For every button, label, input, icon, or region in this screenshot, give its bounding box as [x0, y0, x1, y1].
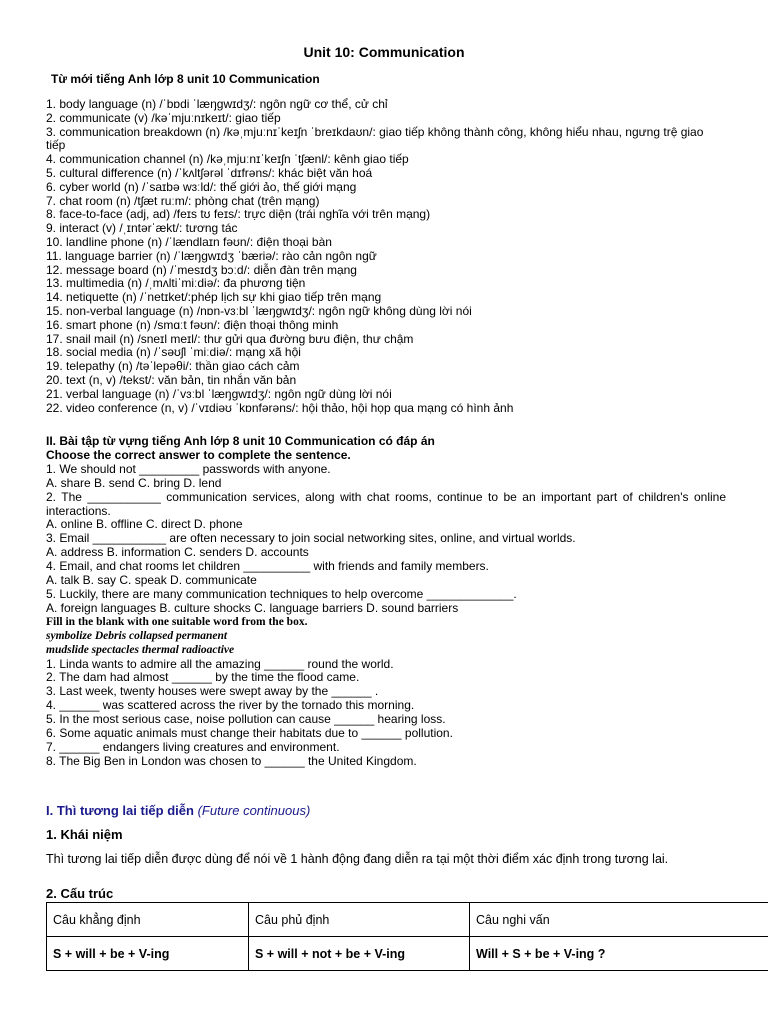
- structure-title: 2. Cấu trúc: [46, 886, 114, 901]
- fill-item: 2. The dam had almost ______ by the time the flood came.: [46, 670, 360, 685]
- structure-table: [46, 902, 768, 971]
- vocab-item: 17. snail mail (n) /sneɪl meɪl/: thư gửi qua đường bưu điện, thư chậm: [46, 331, 414, 346]
- table-header-row: [47, 903, 768, 937]
- question-options: A. online B. offline C. direct D. phone: [46, 517, 243, 532]
- vocab-item: 6. cyber world (n) /ˈsaɪbə wɜːld/: thế giới ảo, thế giới mạng: [46, 179, 357, 194]
- vocab-item: 2. communicate (v) /kəˈmjuːnɪkeɪt/: giao tiếp: [46, 110, 281, 125]
- vocab-item: 13. multimedia (n) /ˌmʌltiˈmiːdiə/: đa phương tiện: [46, 276, 306, 291]
- table-cell: Will + S + be + V-ing ?: [470, 937, 768, 971]
- fill-item: 4. ______ was scattered across the river by the tornado this morning.: [46, 698, 415, 713]
- table-header-cell: Câu nghi vấn: [470, 903, 768, 937]
- grammar-heading-en: (Future continuous): [197, 803, 311, 818]
- fill-heading: Fill in the blank with one suitable word from the box.: [46, 615, 308, 628]
- exercise-instruction: Choose the correct answer to complete the sentence.: [46, 447, 351, 462]
- table-row: [47, 937, 768, 971]
- question-options: A. foreign languages B. culture shocks C. language barriers D. sound barriers: [46, 600, 459, 615]
- question: 2. The ___________ communication services, along with chat rooms, continue to be an important part of children's online interactions.: [46, 489, 726, 518]
- vocab-item: 22. video conference (n, v) /ˈvɪdiəʊ ˈkɒnfərəns/: hội thảo, hội họp qua mạng có hình ảnh: [46, 400, 514, 415]
- grammar-heading: [46, 803, 310, 818]
- concept-text: Thì tương lai tiếp diễn được dùng để nói về 1 hành động đang diễn ra tại một thời điểm xác định trong tương lai.: [46, 852, 669, 866]
- word-box-line: mudslide spectacles thermal radioactive: [46, 643, 235, 656]
- vocab-item: 19. telepathy (n) /təˈlepəθi/: thần giao cách cảm: [46, 359, 300, 374]
- fill-item: 7. ______ endangers living creatures and environment.: [46, 739, 340, 754]
- table-cell: S + will + not + be + V-ing: [249, 937, 470, 971]
- question-options: A. share B. send C. bring D. lend: [46, 475, 222, 490]
- exercise-section: [46, 435, 726, 769]
- exercise-heading: II. Bài tập từ vựng tiếng Anh lớp 8 unit 10 Communication có đáp án: [46, 434, 435, 448]
- vocab-item: 4. communication channel (n) /kəˌmjuːnɪˈkeɪʃn ˈtʃænl/: kênh giao tiếp: [46, 152, 409, 167]
- question-options: A. address B. information C. senders D. accounts: [46, 545, 309, 560]
- fill-item: 8. The Big Ben in London was chosen to ______ the United Kingdom.: [46, 753, 417, 768]
- page-title: Unit 10: Communication: [303, 44, 465, 60]
- vocab-item: 21. verbal language (n) /ˈvɜːbl ˈlæŋɡwɪdʒ/: ngôn ngữ dùng lời nói: [46, 386, 392, 401]
- vocab-item: 18. social media (n) /ˈsəʊʃl ˈmiːdiə/: mạng xã hội: [46, 345, 301, 360]
- vocab-item: 14. netiquette (n) /ˈnetɪket/:phép lịch sự khi giao tiếp trên mạng: [46, 290, 382, 305]
- question: 4. Email, and chat rooms let children __________ with friends and family members.: [46, 559, 489, 574]
- vocab-item: 15. non-verbal language (n) /nɒn-vɜːbl ˈlæŋɡwɪdʒ/: ngôn ngữ không dùng lời nói: [46, 303, 472, 318]
- table-cell: S + will + be + V-ing: [47, 937, 249, 971]
- vocab-subtitle: Từ mới tiếng Anh lớp 8 unit 10 Communication: [51, 72, 320, 86]
- vocab-item: 16. smart phone (n) /smɑːt fəʊn/: điện thoại thông minh: [46, 317, 339, 332]
- vocab-item: 11. language barrier (n) /ˈlæŋɡwɪdʒ ˈbæriə/: rào cản ngôn ngữ: [46, 248, 377, 263]
- word-box-line: symbolize Debris collapsed permanent: [46, 629, 228, 642]
- question: 5. Luckily, there are many communication techniques to help overcome _____________.: [46, 586, 517, 601]
- fill-item: 1. Linda wants to admire all the amazing ______ round the world.: [46, 656, 394, 671]
- table-header-cell: Câu phủ định: [249, 903, 470, 937]
- vocab-list: [46, 98, 726, 415]
- vocab-item: 3. communication breakdown (n) /kəˌmjuːnɪˈkeɪʃn ˈbreɪkdaʊn/: giao tiếp không thành công, không hiểu nhau, ngưng trệ giao tiếp: [46, 124, 704, 153]
- fill-item: 6. Some aquatic animals must change their habitats due to ______ pollution.: [46, 726, 453, 741]
- concept-title: 1. Khái niệm: [46, 827, 123, 842]
- vocab-item: 8. face-to-face (adj, ad) /feɪs tʊ feɪs/: trực diện (trái nghĩa với trên mạng): [46, 207, 431, 222]
- vocab-item: 10. landline phone (n) /ˈlændlaɪn fəʊn/: điện thoại bàn: [46, 234, 332, 249]
- question-options: A. talk B. say C. speak D. communicate: [46, 573, 257, 588]
- grammar-heading-vi: I. Thì tương lai tiếp diễn: [46, 803, 194, 818]
- fill-item: 3. Last week, twenty houses were swept away by the ______ .: [46, 684, 379, 699]
- vocab-item: 12. message board (n) /ˈmesɪdʒ bɔːd/: diễn đàn trên mạng: [46, 262, 357, 277]
- question: 1. We should not _________ passwords with anyone.: [46, 461, 331, 476]
- vocab-item: 9. interact (v) /ˌɪntərˈækt/: tương tác: [46, 221, 238, 236]
- vocab-item: 20. text (n, v) /tekst/: văn bản, tin nhắn văn bản: [46, 372, 297, 387]
- question: 3. Email ___________ are often necessary to join social networking sites, online, and virtual worlds.: [46, 531, 576, 546]
- vocab-item: 7. chat room (n) /tʃæt ruːm/: phòng chat (trên mạng): [46, 193, 320, 208]
- vocab-item: 1. body language (n) /ˈbɒdi ˈlæŋɡwɪdʒ/: ngôn ngữ cơ thể, cử chỉ: [46, 97, 388, 111]
- fill-item: 5. In the most serious case, noise pollution can cause ______ hearing loss.: [46, 712, 446, 727]
- vocab-item: 5. cultural difference (n) /ˈkʌltʃərəl ˈdɪfrəns/: khác biệt văn hoá: [46, 165, 373, 180]
- table-header-cell: Câu khẳng định: [47, 903, 249, 937]
